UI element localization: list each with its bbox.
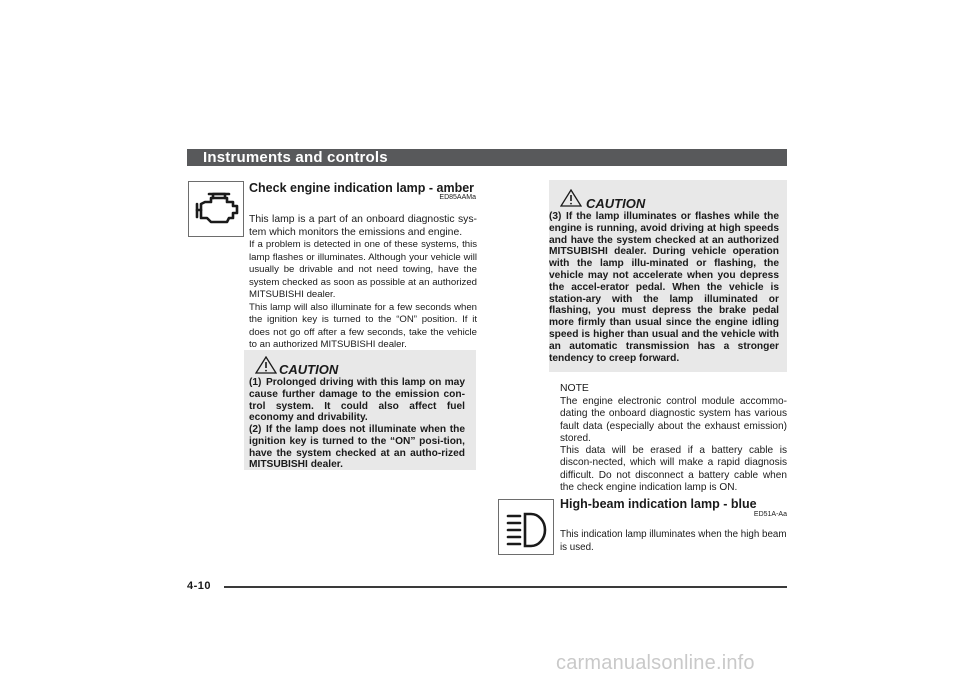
caution-item	[249, 377, 471, 425]
check-engine-icon-box	[188, 181, 244, 237]
warning-triangle-icon	[255, 356, 277, 374]
note-body	[560, 396, 787, 494]
warning-triangle-icon	[560, 189, 582, 207]
check-engine-paragraph: If a problem is detected in one of these systems, this lamp flashes or illuminates. Although your vehicle will usually be drivable and not need towing, have the system checked as soon as possible at an authorized MITSUBISHI dealer.	[249, 239, 477, 300]
section-header: Instruments and controls	[187, 149, 787, 166]
caution-heading: CAUTION	[586, 196, 646, 211]
caution-item-number: (2)	[249, 424, 262, 435]
check-engine-icon	[189, 182, 245, 238]
note-label: NOTE	[560, 383, 589, 394]
caution-item-number: (1)	[249, 377, 262, 388]
watermark: carmanualsonline.info	[556, 652, 755, 674]
high-beam-icon	[499, 500, 555, 556]
note-paragraph: This data will be erased if a battery cable is discon-nected, which will make a rapid diagnosis difficult. Do not disconnect a battery cable when the check engine indication lamp is ON.	[560, 445, 787, 494]
check-engine-title: Check engine indication lamp - amber	[249, 181, 475, 195]
check-engine-code: ED85AAMa	[439, 194, 476, 201]
caution-heading: CAUTION	[279, 362, 339, 377]
high-beam-title: High-beam indication lamp - blue	[560, 497, 757, 511]
caution-item-number: (3)	[549, 211, 562, 222]
check-engine-paragraph: This lamp is a part of an onboard diagnostic sys-tem which monitors the emissions and engine.	[249, 214, 477, 238]
caution-item-text: If the lamp does not illuminate when the ignition key is turned to the “ON” posi-tion, have the system checked at an autho-rized MITSUBISHI dealer.	[249, 424, 465, 471]
caution-box-left	[244, 350, 476, 470]
page-number: 4-10	[187, 580, 212, 592]
high-beam-icon-box	[498, 499, 554, 555]
note-paragraph: The engine electronic control module accommo-dating the onboard diagnostic system has various fault data (especially about the exhaust emission) stored.	[560, 396, 787, 444]
high-beam-text: This indication lamp illuminates when the high beam is used.	[560, 529, 787, 553]
caution-item-text: Prolonged driving with this lamp on may cause further damage to the emission con-trol system. It could also affect fuel economy and drivability.	[249, 377, 465, 424]
caution-box-right	[549, 180, 787, 372]
check-engine-body	[249, 214, 477, 352]
caution-item	[549, 211, 783, 371]
footer-divider	[224, 586, 787, 588]
caution-item-text: If the lamp illuminates or flashes while the engine is running, avoid driving at high speeds and have the system checked at an authorized MITSUBISHI dealer. During vehicle operation with the lamp illu-minated or flashing, the vehicle may not accelerate when you depress the accel-erator pedal. When the vehicle is station-ary with the lamp illuminated or flashing, you must depress the brake pedal more firmly than usual since the engine idling speed is higher than usual and the vehicle with an automatic transmission has a stronger tendency to creep forward.	[549, 211, 779, 364]
high-beam-code: ED51A-Aa	[753, 511, 787, 518]
check-engine-paragraph: This lamp will also illuminate for a few seconds when the ignition key is turned to the “ON” position. If it does not go off after a few seconds, take the vehicle to an authorized MITSUBISHI dealer.	[249, 301, 477, 350]
caution-item	[249, 424, 471, 472]
